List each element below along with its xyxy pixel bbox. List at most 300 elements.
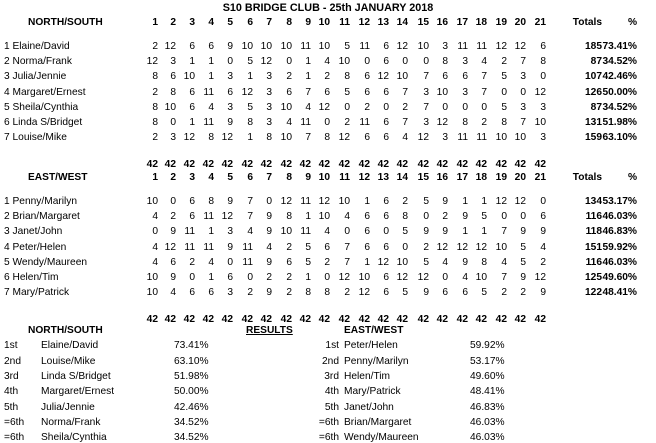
board-score: 1 [462, 226, 468, 238]
board-score: 10 [318, 211, 330, 223]
board-score: 10 [318, 41, 330, 52]
board-score: 3 [442, 41, 448, 52]
board-score: 3 [227, 287, 233, 299]
board-score: 12 [417, 132, 429, 144]
board-score: 10 [338, 56, 350, 68]
board-score: 2 [152, 132, 158, 144]
board-score: 4 [481, 56, 487, 68]
board-score: 10 [495, 132, 507, 144]
board-score: 6 [383, 117, 389, 128]
board-score: 0 [152, 226, 158, 238]
board-number-header: 10 [318, 17, 330, 28]
pair-name: 4 Peter/Helen [4, 241, 67, 253]
board-score: 2 [501, 287, 507, 299]
board-total: 42 [260, 314, 272, 326]
pair-name: 2 Brian/Margaret [4, 211, 80, 223]
results-heading: RESULTS [246, 325, 293, 336]
board-number-header: 6 [247, 17, 253, 28]
board-score: 6 [383, 287, 389, 299]
board-total: 42 [164, 314, 176, 326]
board-score: 9 [540, 226, 546, 238]
board-total: 42 [475, 314, 487, 326]
board-score: 10 [280, 226, 292, 238]
board-score: 2 [170, 211, 176, 223]
board-score: 6 [286, 256, 292, 268]
board-score: 4 [305, 101, 311, 113]
board-number-header: 13 [377, 17, 389, 28]
board-score: 12 [436, 117, 448, 128]
board-score: 6 [189, 101, 195, 113]
result-percent: 42.46% [174, 401, 209, 413]
board-score: 2 [402, 101, 408, 113]
pair-name: 3 Julia/Jennie [4, 71, 67, 83]
pair-total: 134 [585, 196, 602, 207]
board-score: 6 [189, 287, 195, 299]
board-score: 3 [170, 56, 176, 68]
board-score: 12 [534, 272, 546, 283]
board-total: 42 [221, 314, 233, 326]
board-score: 9 [423, 226, 429, 238]
pair-total: 107 [585, 71, 602, 83]
board-score: 3 [462, 56, 468, 68]
board-number-header: 19 [495, 172, 507, 183]
board-score: 0 [170, 117, 176, 128]
board-number-header: 11 [339, 17, 350, 28]
pair-percent: 46.03% [602, 211, 637, 223]
board-score: 7 [402, 86, 408, 98]
board-score: 3 [266, 101, 272, 113]
result-pair: Helen/Tim [344, 371, 391, 382]
result-percent: 46.03% [470, 432, 505, 443]
board-score: 10 [280, 132, 292, 144]
board-score: 0 [442, 101, 448, 113]
pair-name: 5 Wendy/Maureen [4, 256, 88, 268]
board-score: 12 [146, 56, 158, 68]
board-number-header: 1 [152, 17, 158, 28]
board-score: 9 [442, 226, 448, 238]
board-score: 10 [183, 71, 195, 83]
pair-total: 151 [585, 241, 602, 253]
board-total: 42 [299, 314, 311, 326]
board-score: 9 [462, 211, 468, 223]
results-ew-heading: EAST/WEST [344, 325, 404, 336]
board-score: 8 [501, 117, 507, 128]
board-score: 6 [364, 86, 370, 98]
board-number-header: 21 [534, 17, 546, 28]
board-number-header: 20 [514, 172, 526, 183]
board-score: 6 [383, 196, 389, 207]
board-number-header: 14 [396, 172, 408, 183]
board-score: 2 [286, 241, 292, 253]
result-pair: Sheila/Cynthia [41, 432, 107, 443]
pair-name: 1 Penny/Marilyn [4, 196, 78, 207]
board-score: 4 [247, 226, 253, 238]
board-score: 7 [344, 241, 350, 253]
board-score: 9 [170, 226, 176, 238]
result-rank: 4th [4, 386, 19, 398]
board-score: 1 [364, 256, 370, 268]
board-total: 42 [396, 314, 408, 326]
board-score: 0 [481, 101, 487, 113]
board-score: 6 [189, 41, 195, 52]
pair-total: 116 [585, 256, 602, 268]
board-score: 9 [520, 272, 526, 283]
board-score: 0 [344, 226, 350, 238]
pair-percent: 42.46% [602, 71, 637, 83]
board-total: 42 [164, 159, 176, 171]
board-score: 3 [540, 101, 546, 113]
board-score: 12 [456, 241, 468, 253]
board-number-header: 5 [227, 17, 233, 28]
board-score: 5 [501, 71, 507, 83]
board-score: 4 [442, 256, 448, 268]
board-score: 2 [423, 241, 429, 253]
board-score: 4 [208, 256, 214, 268]
board-score: 8 [324, 132, 330, 144]
board-score: 3 [442, 132, 448, 144]
board-score: 1 [481, 196, 487, 207]
result-pair: Penny/Marilyn [344, 355, 409, 367]
board-score: 0 [462, 101, 468, 113]
board-number-header: 18 [475, 172, 487, 183]
board-score: 3 [520, 71, 526, 83]
result-pair: Margaret/Ernest [41, 386, 115, 398]
board-score: 8 [540, 56, 546, 68]
board-score: 10 [260, 41, 272, 52]
board-score: 11 [203, 117, 214, 128]
pair-total: 126 [585, 86, 602, 98]
board-score: 0 [324, 272, 330, 283]
board-score: 4 [402, 132, 408, 144]
board-score: 0 [423, 56, 429, 68]
board-score: 12 [495, 41, 507, 52]
pair-total: 159 [585, 132, 602, 144]
board-score: 6 [364, 132, 370, 144]
result-percent: 59.92% [470, 340, 505, 352]
result-rank: =6th [4, 432, 25, 443]
board-score: 10 [146, 196, 158, 207]
board-score: 1 [305, 71, 311, 83]
board-total: 42 [456, 159, 468, 171]
board-score: 3 [423, 86, 429, 98]
board-total: 42 [534, 314, 546, 326]
board-number-header: 2 [170, 172, 176, 183]
board-score: 9 [520, 226, 526, 238]
board-score: 8 [344, 71, 350, 83]
result-pair: Louise/Mike [41, 355, 96, 367]
board-score: 11 [300, 41, 311, 52]
board-number-header: 16 [436, 17, 448, 28]
board-score: 2 [152, 86, 158, 98]
board-score: 6 [462, 71, 468, 83]
board-total: 42 [146, 314, 158, 326]
board-score: 11 [203, 86, 214, 98]
board-score: 11 [300, 196, 311, 207]
board-score: 10 [241, 41, 253, 52]
board-score: 5 [481, 211, 487, 223]
result-pair: Elaine/David [41, 340, 99, 352]
pair-percent: 50.00% [602, 86, 637, 98]
result-pair: Wendy/Maureen [344, 432, 419, 443]
board-total: 42 [241, 159, 253, 171]
board-number-header: 8 [286, 172, 292, 183]
result-rank: 5th [4, 401, 19, 413]
board-number-header: 21 [534, 172, 546, 183]
board-score: 11 [242, 241, 253, 253]
board-score: 6 [189, 86, 195, 98]
board-score: 8 [266, 132, 272, 144]
board-score: 1 [247, 71, 253, 83]
board-score: 4 [266, 241, 272, 253]
board-number-header: 4 [208, 172, 214, 183]
pair-percent: 73.41% [602, 41, 637, 52]
board-score: 4 [208, 101, 214, 113]
board-score: 3 [227, 101, 233, 113]
result-rank: 2nd [322, 355, 339, 367]
board-score: 4 [344, 211, 350, 223]
percent-header: % [627, 172, 637, 183]
board-number-header: 17 [456, 172, 468, 183]
board-score: 12 [318, 101, 330, 113]
board-score: 1 [305, 211, 311, 223]
board-score: 8 [305, 287, 311, 299]
board-score: 12 [164, 241, 176, 253]
board-number-header: 7 [266, 17, 272, 28]
board-score: 10 [475, 272, 487, 283]
board-score: 8 [152, 101, 158, 113]
board-score: 0 [344, 101, 350, 113]
board-total: 42 [280, 314, 292, 326]
board-score: 10 [534, 117, 546, 128]
board-score: 6 [364, 211, 370, 223]
board-score: 7 [520, 56, 526, 68]
board-total: 42 [417, 314, 429, 326]
board-score: 10 [146, 287, 158, 299]
board-total: 42 [318, 159, 330, 171]
board-score: 9 [266, 211, 272, 223]
result-rank: 3rd [4, 371, 19, 382]
board-total: 42 [318, 314, 330, 326]
board-score: 8 [324, 287, 330, 299]
board-number-header: 12 [358, 172, 370, 183]
board-total: 42 [475, 159, 487, 171]
result-percent: 49.60% [470, 371, 505, 382]
board-number-header: 15 [417, 172, 429, 183]
board-number-header: 10 [318, 172, 330, 183]
result-percent: 50.00% [174, 386, 209, 398]
result-rank: 5th [324, 401, 339, 413]
board-total: 42 [514, 314, 526, 326]
board-score: 10 [436, 86, 448, 98]
result-percent: 34.52% [174, 416, 209, 428]
board-score: 0 [423, 211, 429, 223]
board-score: 7 [247, 211, 253, 223]
pair-name: 7 Louise/Mike [4, 132, 67, 144]
board-score: 12 [318, 196, 330, 207]
board-score: 0 [501, 86, 507, 98]
board-score: 12 [358, 287, 370, 299]
board-score: 1 [305, 56, 311, 68]
board-score: 6 [442, 71, 448, 83]
board-score: 8 [208, 196, 214, 207]
board-score: 12 [338, 272, 350, 283]
board-score: 4 [324, 56, 330, 68]
board-total: 42 [280, 159, 292, 171]
board-score: 11 [359, 117, 370, 128]
board-number-header: 5 [227, 172, 233, 183]
board-score: 6 [383, 272, 389, 283]
board-number-header: 8 [286, 17, 292, 28]
board-score: 12 [396, 272, 408, 283]
board-score: 0 [520, 211, 526, 223]
board-score: 6 [383, 86, 389, 98]
board-score: 5 [402, 287, 408, 299]
board-score: 1 [208, 71, 214, 83]
board-score: 7 [305, 132, 311, 144]
pair-total: 87 [590, 56, 602, 68]
board-score: 11 [203, 241, 214, 253]
board-score: 2 [286, 287, 292, 299]
board-number-header: 18 [475, 17, 487, 28]
board-score: 8 [152, 71, 158, 83]
board-score: 12 [396, 41, 408, 52]
board-total: 42 [202, 159, 214, 171]
result-percent: 46.03% [470, 416, 505, 428]
board-score: 6 [208, 41, 214, 52]
board-score: 4 [170, 287, 176, 299]
board-score: 2 [501, 56, 507, 68]
result-rank: 2nd [4, 355, 21, 367]
board-score: 6 [286, 86, 292, 98]
board-score: 6 [540, 211, 546, 223]
board-score: 4 [286, 117, 292, 128]
board-score: 9 [540, 287, 546, 299]
board-total: 42 [146, 159, 158, 171]
board-score: 11 [184, 241, 195, 253]
board-total: 42 [260, 159, 272, 171]
board-score: 7 [481, 86, 487, 98]
board-score: 10 [396, 256, 408, 268]
board-score: 6 [364, 71, 370, 83]
board-score: 12 [241, 86, 253, 98]
board-score: 7 [501, 272, 507, 283]
board-score: 8 [286, 211, 292, 223]
board-score: 2 [324, 71, 330, 83]
board-score: 8 [247, 117, 253, 128]
board-score: 8 [402, 211, 408, 223]
board-score: 9 [462, 256, 468, 268]
board-number-header: 14 [396, 17, 408, 28]
board-score: 0 [383, 226, 389, 238]
pair-total: 118 [585, 226, 602, 238]
board-total: 42 [534, 159, 546, 171]
board-number-header: 12 [358, 17, 370, 28]
board-score: 9 [170, 272, 176, 283]
board-score: 6 [324, 241, 330, 253]
board-score: 7 [423, 71, 429, 83]
board-score: 6 [364, 226, 370, 238]
board-total: 42 [396, 159, 408, 171]
board-score: 12 [534, 86, 546, 98]
board-total: 42 [183, 159, 195, 171]
board-score: 7 [402, 117, 408, 128]
board-score: 12 [183, 132, 195, 144]
result-pair: Janet/John [344, 401, 394, 413]
board-score: 0 [266, 196, 272, 207]
board-score: 6 [227, 86, 233, 98]
board-score: 2 [286, 272, 292, 283]
pair-name: 3 Janet/John [4, 226, 63, 238]
totals-header: Totals [572, 17, 602, 28]
result-percent: 46.83% [470, 401, 505, 413]
board-score: 1 [462, 196, 468, 207]
board-number-header: 7 [266, 172, 272, 183]
board-score: 0 [247, 272, 253, 283]
board-score: 2 [442, 211, 448, 223]
board-score: 12 [495, 196, 507, 207]
board-number-header: 3 [189, 17, 195, 28]
board-score: 11 [457, 132, 468, 144]
board-number-header: 9 [305, 17, 311, 28]
board-score: 2 [266, 272, 272, 283]
board-score: 12 [221, 132, 233, 144]
board-score: 11 [184, 226, 195, 238]
pair-name: 6 Linda S/Bridget [4, 117, 83, 128]
board-score: 1 [305, 272, 311, 283]
board-score: 10 [495, 241, 507, 253]
pair-name: 5 Sheila/Cynthia [4, 101, 79, 113]
result-pair: Mary/Patrick [344, 386, 401, 398]
board-score: 5 [423, 256, 429, 268]
board-score: 12 [221, 211, 233, 223]
board-total: 42 [456, 314, 468, 326]
board-score: 10 [417, 41, 429, 52]
board-score: 12 [164, 41, 176, 52]
board-score: 10 [338, 196, 350, 207]
pair-percent: 46.83% [602, 226, 637, 238]
board-number-header: 6 [247, 172, 253, 183]
board-score: 0 [286, 56, 292, 68]
result-pair: Brian/Margaret [344, 416, 412, 428]
board-score: 3 [227, 71, 233, 83]
board-score: 11 [242, 256, 253, 268]
pair-total: 122 [585, 287, 602, 299]
board-total: 42 [338, 314, 350, 326]
board-score: 3 [462, 86, 468, 98]
board-total: 42 [299, 159, 311, 171]
board-score: 6 [170, 71, 176, 83]
board-score: 0 [170, 196, 176, 207]
board-score: 1 [208, 272, 214, 283]
board-score: 6 [324, 86, 330, 98]
board-number-header: 11 [339, 172, 350, 183]
board-score: 9 [227, 41, 233, 52]
board-total: 42 [495, 159, 507, 171]
board-score: 5 [520, 256, 526, 268]
pair-name: 2 Norma/Frank [4, 56, 72, 68]
board-score: 11 [300, 226, 311, 238]
board-score: 5 [344, 41, 350, 52]
board-score: 3 [540, 132, 546, 144]
result-pair: Linda S/Bridget [41, 371, 111, 382]
board-score: 6 [208, 287, 214, 299]
board-score: 4 [540, 241, 546, 253]
board-score: 5 [305, 256, 311, 268]
board-score: 9 [266, 256, 272, 268]
board-total: 42 [202, 314, 214, 326]
board-score: 11 [476, 41, 487, 52]
board-score: 3 [266, 71, 272, 83]
